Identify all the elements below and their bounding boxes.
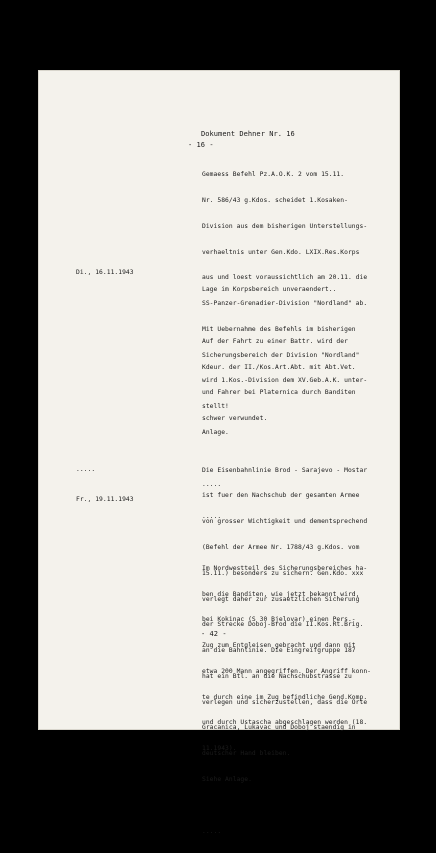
section-line (202, 441, 367, 450)
section-line: 15.11.) besonders zu sichern. Gen.Kdo. xxx (202, 569, 364, 577)
section-line: wird 1.Kos.-Division dem XV.Geb.A.K. unter- (202, 377, 368, 385)
section-line: te durch eine im Zug befindliche Gend.Komp. (202, 693, 368, 701)
section-line: deutscher Hand bleiben. (202, 750, 291, 758)
section-line: verlegen und sicherzustellen, dass die Orte (202, 698, 368, 706)
section-line: Siehe Anlage. (202, 776, 252, 784)
section-line: der Strecke Doboj-Brod die II.Kos.Rt.Brig. (202, 621, 364, 629)
document-page (38, 70, 400, 835)
section-2-date: Di., 16.11.1943 (76, 269, 134, 276)
date-marker-dots: ..... (76, 466, 96, 473)
section-line: etwa 200 Mann angegriffen. Der Angriff konn- (202, 667, 372, 675)
section-line: Kdeur. der II./Kos.Art.Abt. mit Abt.Vet. (202, 363, 356, 371)
document-title: Dokument Dehner Nr. 16 (201, 130, 295, 138)
section-line: ..... (202, 513, 222, 521)
section-line (202, 802, 367, 811)
section-line (202, 312, 367, 321)
section-line: Nr. 586/43 g.Kdos. scheidet 1.Kosaken- (202, 196, 348, 204)
section-line: schwer verwundet. (202, 415, 268, 423)
section-line: Mit Uebernahme des Befehls im bisherigen (202, 325, 356, 333)
section-3-body (202, 496, 371, 771)
section-line: ben die Banditen, wie jetzt bekannt wird, (202, 590, 360, 598)
section-line: und durch Ustascha abgeschlagen werden (18. (202, 719, 368, 727)
section-line (202, 539, 371, 548)
section-line: stellt! (202, 403, 229, 411)
section-line: Lage im Korpsbereich unveraendert.. (202, 286, 337, 294)
section-line: verlegt daher zur zusaetzlichen Sicherung (202, 595, 360, 603)
section-line: von grosser Wichtigkeit und dementsprechend (202, 518, 368, 526)
section-line: Division aus dem bisherigen Unterstellungs- (202, 222, 368, 230)
section-line: an die Bahnlinie. Die Eingreifgruppe 187 (202, 647, 356, 655)
page-number-bottom: - 42 - (201, 630, 227, 638)
section-line: (Befehl der Armee Nr. 1788/43 g.Kdos. vom (202, 544, 360, 551)
section-line: ..... (202, 480, 222, 488)
section-3-date: Fr., 19.11.1943 (76, 496, 134, 503)
section-line: Auf der Fahrt zu einer Battr. wird der (202, 337, 348, 345)
section-line: ..... (202, 827, 222, 835)
section-line: aus und loest voraussichtlich am 20.11. die (202, 274, 368, 282)
section-line: und Fahrer bei Platernica durch Banditen (202, 389, 356, 397)
section-line: bei Kokinac (S 30 Bjelovar) einen Pers.- (202, 616, 356, 624)
section-line: Im Nordwestteil des Sicherungsbereiches ha- (202, 564, 368, 572)
section-line: ist fuer den Nachschub der gesamten Armee (202, 492, 360, 500)
section-line: verhaeltnis unter Gen.Kdo. LXIX.Res.Korps (202, 248, 360, 256)
section-line: Die Eisenbahnlinie Brod - Sarajevo - Mostar (202, 466, 368, 474)
section-line: Anlage. (202, 429, 229, 436)
page-number-top: - 16 - (188, 141, 214, 149)
section-line: hat ein Btl. an die Nachschubstrasse zu (202, 672, 352, 680)
section-line: SS-Panzer-Grenadier-Division "Nordland" ab. (202, 300, 368, 308)
section-line: Gemaess Befehl Pz.A.O.K. 2 vom 15.11. (202, 171, 345, 179)
section-line: 11.1943). (202, 745, 237, 753)
section-line: Sicherungsbereich der Division "Nordland" (202, 351, 360, 359)
section-line: Zug zum Entgleisen gebracht und dann mit (202, 642, 356, 650)
section-line: Gracanica, Lukavac und Doboj staendig in (202, 724, 356, 732)
